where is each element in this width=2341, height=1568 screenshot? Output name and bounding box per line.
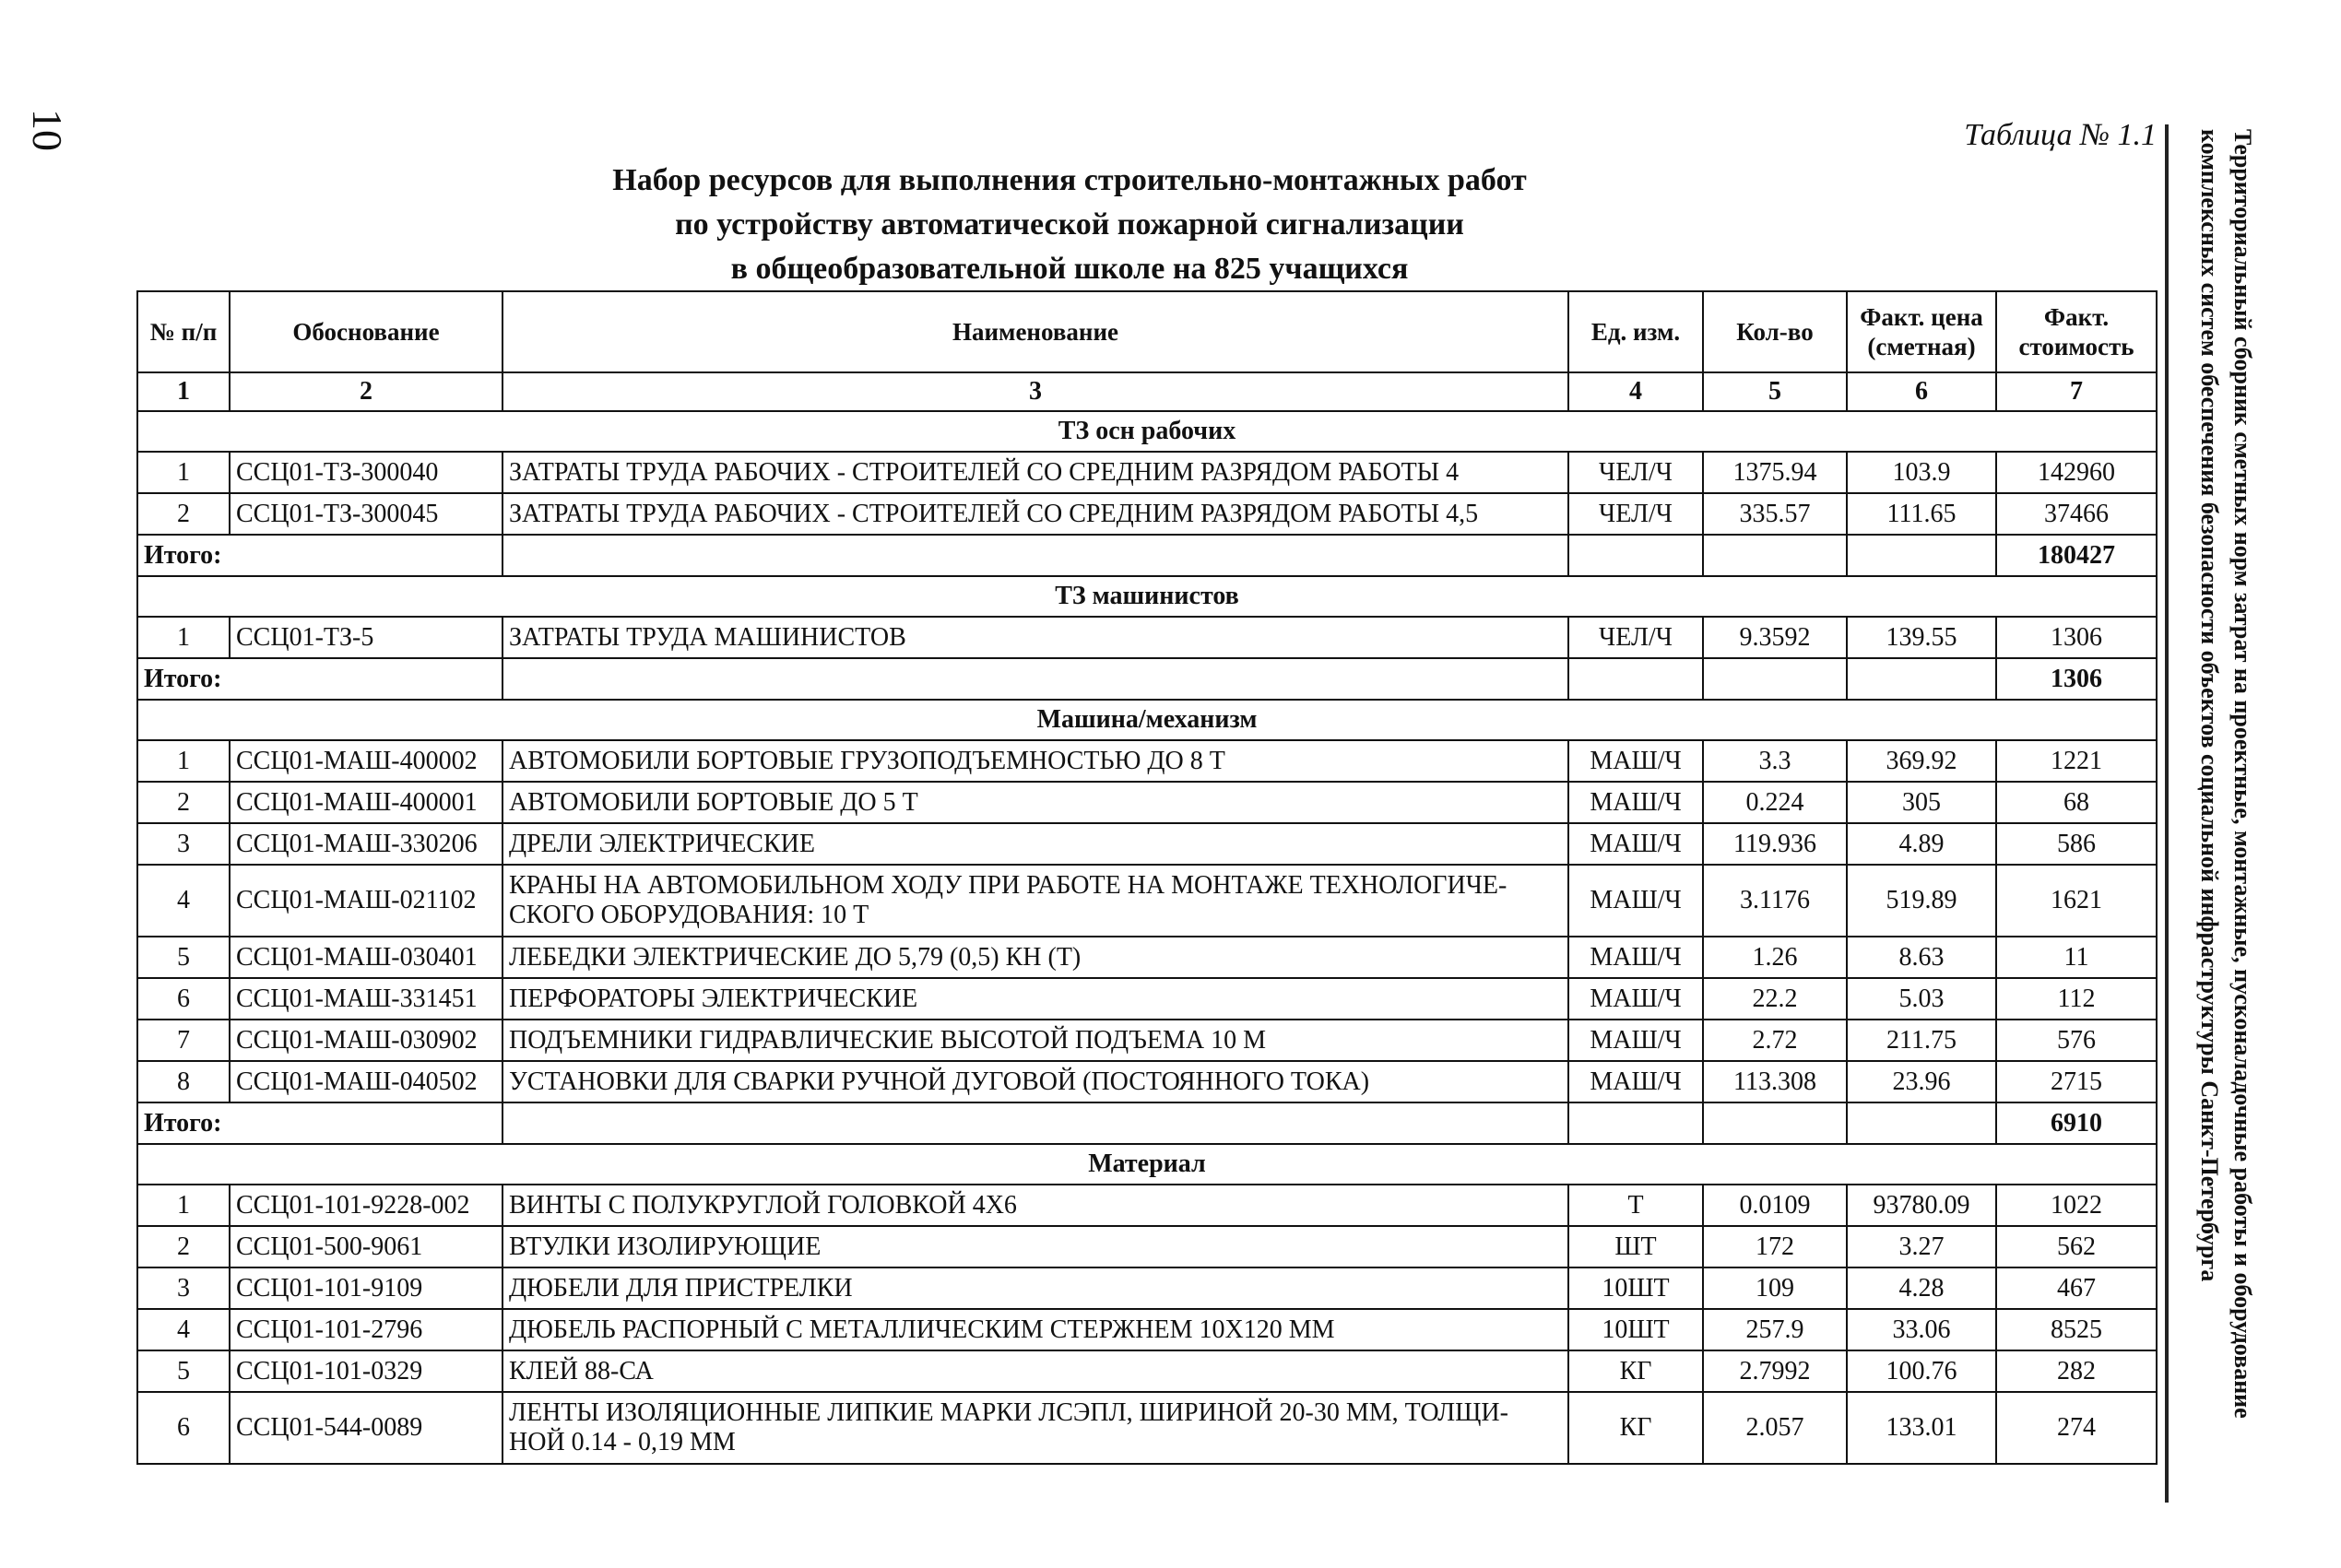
item-name: КРАНЫ НА АВТОМОБИЛЬНОМ ХОДУ ПРИ РАБОТЕ НА МОНТАЖЕ ТЕХНОЛОГИЧЕ-СКОГО ОБОРУДОВАНИЯ: 10 Т	[502, 865, 1568, 937]
basis-code: ССЦ01-ТЗ-300045	[230, 493, 502, 535]
unit: МАШ/Ч	[1568, 823, 1703, 865]
basis-code: ССЦ01-500-9061	[230, 1226, 502, 1267]
empty-cell	[1703, 658, 1847, 700]
row-number: 3	[137, 1267, 230, 1309]
row-number: 4	[137, 865, 230, 937]
table-row	[137, 1309, 2157, 1350]
item-name: ПЕРФОРАТОРЫ ЭЛЕКТРИЧЕСКИЕ	[502, 978, 1568, 1020]
table-row	[137, 978, 2157, 1020]
quantity: 172	[1703, 1226, 1847, 1267]
price: 8.63	[1847, 937, 1996, 978]
unit: МАШ/Ч	[1568, 740, 1703, 782]
quantity: 2.057	[1703, 1392, 1847, 1464]
price: 519.89	[1847, 865, 1996, 937]
item-name: ЗАТРАТЫ ТРУДА МАШИНИСТОВ	[502, 617, 1568, 658]
cost: 467	[1996, 1267, 2157, 1309]
col-header-qty: Кол-во	[1703, 291, 1847, 372]
header-row	[137, 291, 2157, 372]
section-title: Материал	[137, 1144, 2157, 1185]
quantity: 1375.94	[1703, 452, 1847, 493]
item-name: ВИНТЫ С ПОЛУКРУГЛОЙ ГОЛОВКОЙ 4Х6	[502, 1185, 1568, 1226]
quantity: 335.57	[1703, 493, 1847, 535]
cost: 1221	[1996, 740, 2157, 782]
total-value: 6910	[1996, 1102, 2157, 1144]
empty-cell	[502, 658, 1568, 700]
page-number: 10	[24, 109, 71, 151]
unit: ЧЕЛ/Ч	[1568, 452, 1703, 493]
table-row	[137, 1267, 2157, 1309]
empty-cell	[502, 535, 1568, 576]
cost: 1621	[1996, 865, 2157, 937]
basis-code: ССЦ01-МАШ-030902	[230, 1020, 502, 1061]
row-number: 1	[137, 1185, 230, 1226]
col-num: 5	[1703, 372, 1847, 411]
col-header-cost: Факт. стоимость	[1996, 291, 2157, 372]
table-row	[137, 452, 2157, 493]
empty-cell	[1703, 1102, 1847, 1144]
cost: 586	[1996, 823, 2157, 865]
row-number: 2	[137, 782, 230, 823]
quantity: 1.26	[1703, 937, 1847, 978]
row-number: 5	[137, 937, 230, 978]
table-row	[137, 782, 2157, 823]
row-number: 2	[137, 1226, 230, 1267]
side-text-line-1: Территориальный сборник сметных норм затрат на проектные, монтажные, пусконаладочные работы и оборудование	[2229, 129, 2256, 1419]
row-number: 1	[137, 452, 230, 493]
basis-code: ССЦ01-101-9109	[230, 1267, 502, 1309]
section-title: Машина/механизм	[137, 700, 2157, 740]
empty-cell	[1847, 535, 1996, 576]
unit: МАШ/Ч	[1568, 937, 1703, 978]
total-label: Итого:	[137, 1102, 502, 1144]
price: 100.76	[1847, 1350, 1996, 1392]
empty-cell	[1568, 658, 1703, 700]
cost: 112	[1996, 978, 2157, 1020]
table-row	[137, 1350, 2157, 1392]
row-number: 2	[137, 493, 230, 535]
basis-code: ССЦ01-МАШ-021102	[230, 865, 502, 937]
row-number: 6	[137, 1392, 230, 1464]
unit: МАШ/Ч	[1568, 865, 1703, 937]
quantity: 113.308	[1703, 1061, 1847, 1102]
item-name: ВТУЛКИ ИЗОЛИРУЮЩИЕ	[502, 1226, 1568, 1267]
price: 103.9	[1847, 452, 1996, 493]
total-value: 180427	[1996, 535, 2157, 576]
cost: 576	[1996, 1020, 2157, 1061]
quantity: 119.936	[1703, 823, 1847, 865]
price: 23.96	[1847, 1061, 1996, 1102]
price: 139.55	[1847, 617, 1996, 658]
section-title: ТЗ осн рабочих	[137, 411, 2157, 452]
unit: МАШ/Ч	[1568, 1061, 1703, 1102]
basis-code: ССЦ01-ТЗ-5	[230, 617, 502, 658]
col-header-unit: Ед. изм.	[1568, 291, 1703, 372]
basis-code: ССЦ01-МАШ-030401	[230, 937, 502, 978]
item-name: АВТОМОБИЛИ БОРТОВЫЕ ГРУЗОПОДЪЕМНОСТЬЮ ДО 8 Т	[502, 740, 1568, 782]
title-line-1: Набор ресурсов для выполнения строительно-монтажных работ	[612, 163, 1527, 197]
empty-cell	[1568, 1102, 1703, 1144]
section-title: ТЗ машинистов	[137, 576, 2157, 617]
quantity: 3.3	[1703, 740, 1847, 782]
item-name: ДРЕЛИ ЭЛЕКТРИЧЕСКИЕ	[502, 823, 1568, 865]
quantity: 109	[1703, 1267, 1847, 1309]
col-num: 2	[230, 372, 502, 411]
column-number-row	[137, 372, 2157, 411]
title-line-3: в общеобразовательной школе на 825 учащихся	[730, 252, 1409, 286]
unit: ШТ	[1568, 1226, 1703, 1267]
item-name: ДЮБЕЛЬ РАСПОРНЫЙ С МЕТАЛЛИЧЕСКИМ СТЕРЖНЕМ 10Х120 ММ	[502, 1309, 1568, 1350]
side-running-header	[2193, 129, 2259, 1419]
basis-code: ССЦ01-МАШ-400002	[230, 740, 502, 782]
price: 93780.09	[1847, 1185, 1996, 1226]
table-row	[137, 865, 2157, 937]
total-label: Итого:	[137, 658, 502, 700]
col-header-number: № п/п	[137, 291, 230, 372]
price: 33.06	[1847, 1309, 1996, 1350]
empty-cell	[1847, 1102, 1996, 1144]
table-row	[137, 823, 2157, 865]
table-row	[137, 617, 2157, 658]
col-num: 4	[1568, 372, 1703, 411]
empty-cell	[1847, 658, 1996, 700]
item-name: ЛЕНТЫ ИЗОЛЯЦИОННЫЕ ЛИПКИЕ МАРКИ ЛСЭПЛ, ШИРИНОЙ 20-30 ММ, ТОЛЩИ-НОЙ 0.14 - 0,19 ММ	[502, 1392, 1568, 1464]
unit: МАШ/Ч	[1568, 1020, 1703, 1061]
quantity: 22.2	[1703, 978, 1847, 1020]
col-num: 6	[1847, 372, 1996, 411]
price: 211.75	[1847, 1020, 1996, 1061]
quantity: 9.3592	[1703, 617, 1847, 658]
quantity: 257.9	[1703, 1309, 1847, 1350]
cost: 8525	[1996, 1309, 2157, 1350]
table-row	[137, 1392, 2157, 1464]
quantity: 3.1176	[1703, 865, 1847, 937]
basis-code: ССЦ01-101-2796	[230, 1309, 502, 1350]
quantity: 2.72	[1703, 1020, 1847, 1061]
item-name: ДЮБЕЛИ ДЛЯ ПРИСТРЕЛКИ	[502, 1267, 1568, 1309]
row-number: 4	[137, 1309, 230, 1350]
cost: 282	[1996, 1350, 2157, 1392]
unit: КГ	[1568, 1392, 1703, 1464]
price: 5.03	[1847, 978, 1996, 1020]
unit: Т	[1568, 1185, 1703, 1226]
section-header	[137, 1144, 2157, 1185]
basis-code: ССЦ01-101-0329	[230, 1350, 502, 1392]
unit: ЧЕЛ/Ч	[1568, 617, 1703, 658]
row-number: 6	[137, 978, 230, 1020]
cost: 2715	[1996, 1061, 2157, 1102]
item-name: КЛЕЙ 88-СА	[502, 1350, 1568, 1392]
price: 4.89	[1847, 823, 1996, 865]
basis-code: ССЦ01-МАШ-400001	[230, 782, 502, 823]
cost: 11	[1996, 937, 2157, 978]
price: 3.27	[1847, 1226, 1996, 1267]
unit: 10ШТ	[1568, 1309, 1703, 1350]
total-label: Итого:	[137, 535, 502, 576]
item-name: ЗАТРАТЫ ТРУДА РАБОЧИХ - СТРОИТЕЛЕЙ СО СРЕДНИМ РАЗРЯДОМ РАБОТЫ 4,5	[502, 493, 1568, 535]
cost: 1306	[1996, 617, 2157, 658]
price: 369.92	[1847, 740, 1996, 782]
basis-code: ССЦ01-ТЗ-300040	[230, 452, 502, 493]
row-number: 1	[137, 617, 230, 658]
empty-cell	[1703, 535, 1847, 576]
section-header	[137, 700, 2157, 740]
table-row	[137, 1061, 2157, 1102]
title-line-2: по устройству автоматической пожарной сигнализации	[675, 207, 1464, 242]
table-row	[137, 740, 2157, 782]
table-row	[137, 1226, 2157, 1267]
basis-code: ССЦ01-МАШ-331451	[230, 978, 502, 1020]
row-number: 3	[137, 823, 230, 865]
unit: ЧЕЛ/Ч	[1568, 493, 1703, 535]
row-number: 5	[137, 1350, 230, 1392]
table-label: Таблица № 1.1	[1964, 118, 2157, 152]
item-name: УСТАНОВКИ ДЛЯ СВАРКИ РУЧНОЙ ДУГОВОЙ (ПОСТОЯННОГО ТОКА)	[502, 1061, 1568, 1102]
basis-code: ССЦ01-МАШ-040502	[230, 1061, 502, 1102]
basis-code: ССЦ01-МАШ-330206	[230, 823, 502, 865]
item-name: ЗАТРАТЫ ТРУДА РАБОЧИХ - СТРОИТЕЛЕЙ СО СРЕДНИМ РАЗРЯДОМ РАБОТЫ 4	[502, 452, 1568, 493]
cost: 37466	[1996, 493, 2157, 535]
unit: КГ	[1568, 1350, 1703, 1392]
quantity: 0.0109	[1703, 1185, 1847, 1226]
quantity: 2.7992	[1703, 1350, 1847, 1392]
unit: МАШ/Ч	[1568, 782, 1703, 823]
quantity: 0.224	[1703, 782, 1847, 823]
empty-cell	[502, 1102, 1568, 1144]
price: 133.01	[1847, 1392, 1996, 1464]
total-row	[137, 658, 2157, 700]
row-number: 1	[137, 740, 230, 782]
col-num: 7	[1996, 372, 2157, 411]
col-num: 3	[502, 372, 1568, 411]
item-name: ПОДЪЕМНИКИ ГИДРАВЛИЧЕСКИЕ ВЫСОТОЙ ПОДЪЕМА 10 М	[502, 1020, 1568, 1061]
table-row	[137, 1185, 2157, 1226]
empty-cell	[1568, 535, 1703, 576]
side-text-line-2: комплексных систем обеспечения безопасности объектов социальной инфраструктуры Санкт-Петербурга	[2196, 129, 2223, 1282]
item-name: АВТОМОБИЛИ БОРТОВЫЕ ДО 5 Т	[502, 782, 1568, 823]
table-row	[137, 1020, 2157, 1061]
table-body	[137, 411, 2157, 1464]
cost: 68	[1996, 782, 2157, 823]
unit: 10ШТ	[1568, 1267, 1703, 1309]
row-number: 8	[137, 1061, 230, 1102]
cost: 142960	[1996, 452, 2157, 493]
basis-code: ССЦ01-544-0089	[230, 1392, 502, 1464]
col-header-price: Факт. цена (сметная)	[1847, 291, 1996, 372]
total-value: 1306	[1996, 658, 2157, 700]
price: 305	[1847, 782, 1996, 823]
cost: 562	[1996, 1226, 2157, 1267]
total-row	[137, 1102, 2157, 1144]
price: 4.28	[1847, 1267, 1996, 1309]
basis-code: ССЦ01-101-9228-002	[230, 1185, 502, 1226]
resources-table	[136, 290, 2158, 1465]
section-header	[137, 576, 2157, 617]
table-row	[137, 937, 2157, 978]
total-row	[137, 535, 2157, 576]
col-header-basis: Обоснование	[230, 291, 502, 372]
unit: МАШ/Ч	[1568, 978, 1703, 1020]
cost: 274	[1996, 1392, 2157, 1464]
price: 111.65	[1847, 493, 1996, 535]
table-row	[137, 493, 2157, 535]
cost: 1022	[1996, 1185, 2157, 1226]
vertical-rule	[2165, 124, 2169, 1503]
section-header	[137, 411, 2157, 452]
col-header-name: Наименование	[502, 291, 1568, 372]
col-num: 1	[137, 372, 230, 411]
document-title	[590, 159, 1549, 291]
row-number: 7	[137, 1020, 230, 1061]
item-name: ЛЕБЕДКИ ЭЛЕКТРИЧЕСКИЕ ДО 5,79 (0,5) КН (Т)	[502, 937, 1568, 978]
